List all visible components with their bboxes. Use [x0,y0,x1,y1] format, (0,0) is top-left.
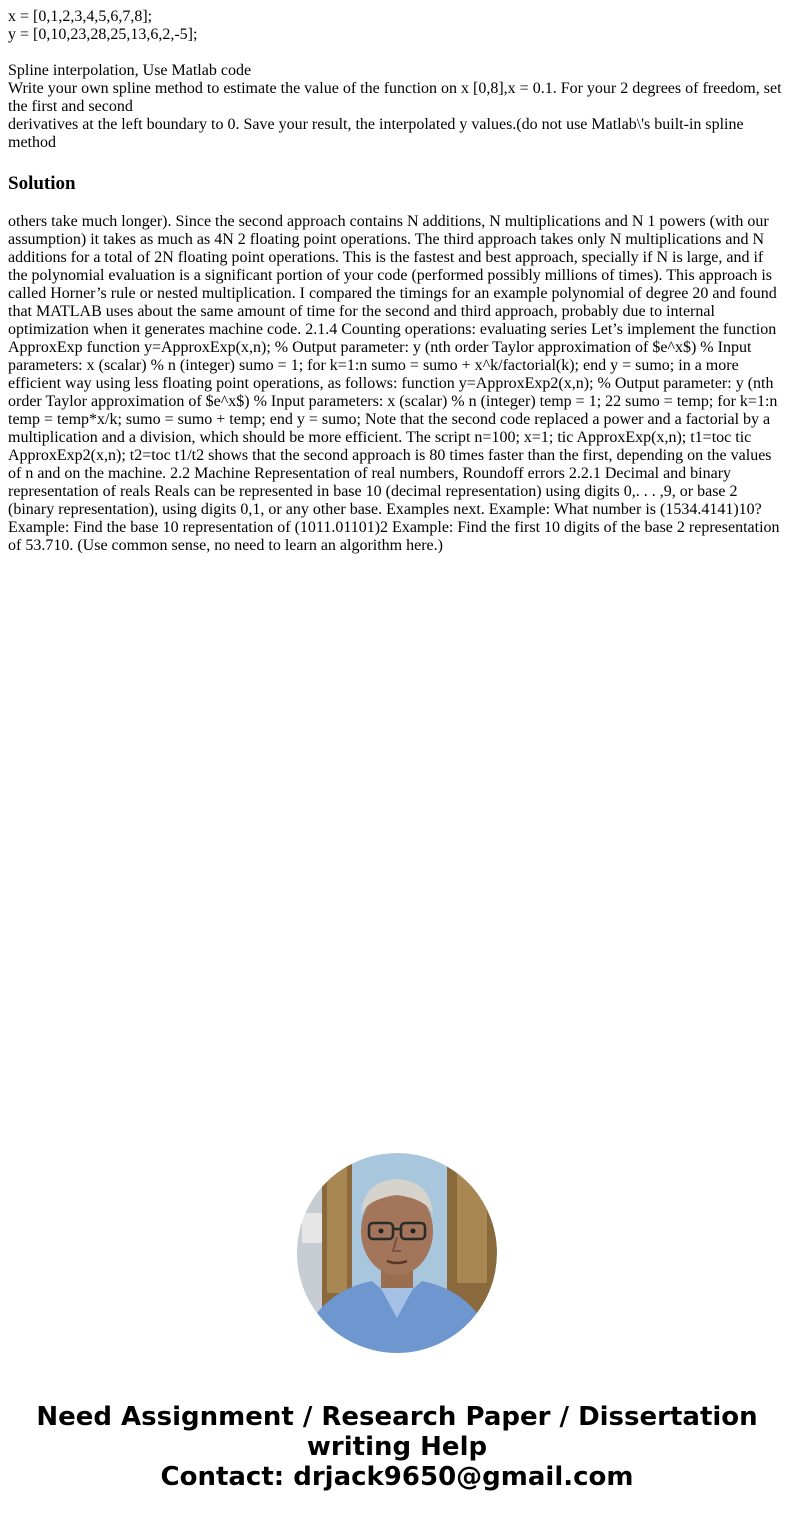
solution-heading: Solution [8,173,76,194]
question-title: Spline interpolation, Use Matlab code [8,62,252,79]
code-x-line: x = [0,1,2,3,4,5,6,7,8]; [8,8,153,25]
author-avatar [297,1153,497,1353]
contact-email: Contact: drjack9650@gmail.com [160,1462,634,1492]
document-content [8,8,786,555]
avatar-photo [297,1153,497,1353]
solution-body: others take much longer). Since the second approach contains N additions, N multiplications and N 1 powers (with our assumption) it takes as much as 4N 2 floating point operations. The third approach takes only N multiplications and N additions for a total of 2N floating point operations. This is the fastest and best approach, specially if N is large, and if the polynomial evaluation is a significant portion of your code (performed possibly millions of times). This approach is called Horner’s rule or nested multiplication. I compared the timings for an example polynomial of degree 20 and found that MATLAB uses about the same amount of time for the second and third approach, probably due to internal optimization when it generates machine code. 2.1.4 Counting operations: evaluating series Let’s implement the function ApproxExp function y=ApproxExp(x,n); % Output parameter: y (nth order Taylor approximation of $e^x$) % Input parameters: x (scalar) % n (integer) sumo = 1; for k=1:n sumo = sumo + x^k/factorial(k); end y = sumo; in a more efficient way using less floating point operations, as follows: function y=ApproxExp2(x,n); % Output parameter: y (nth order Taylor approximation of $e^x$) % Input parameters: x (scalar) % n (integer) temp = 1; 22 sumo = temp; for k=1:n temp = temp*x/k; sumo = sumo + temp; end y = sumo; Note that the second code replaced a power and a factorial by a multiplication and a division, which should be more efficient. The script n=100; x=1; tic ApproxExp(x,n); t1=toc tic ApproxExp2(x,n); t2=toc t1/t2 shows that the second approach is 80 times faster than the first, depending on the values of n and on the machine. 2.2 Machine Representation of real numbers, Roundoff errors 2.2.1 Decimal and binary representation of reals Reals can be represented in base 10 (decimal representation) using digits 0,. . . ,9, or base 2 (binary representation), using digits 0,1, or any other base. Examples next. Example: What number is (1534.4141)10? Example: Find the base 10 representation of (1011.01101)2 Example: Find the first 10 digits of the base 2 representation of 53.710. (Use common sense, no need to learn an algorithm here.) [8,213,780,554]
code-y-line: y = [0,10,23,28,25,13,6,2,-5]; [8,26,198,43]
promo-footer [0,1402,794,1492]
question-line-1: Write your own spline method to estimate the value of the function on x [0,8],x = 0.1. For your 2 degrees of freedom, set the first and second [8,80,786,115]
promo-line-1: Need Assignment / Research Paper / Dissertation [36,1402,758,1432]
question-line-2: derivatives at the left boundary to 0. Save your result, the interpolated y values.(do not use Matlab\'s built-in spline method [8,116,748,151]
promo-line-2: writing Help [306,1432,488,1462]
